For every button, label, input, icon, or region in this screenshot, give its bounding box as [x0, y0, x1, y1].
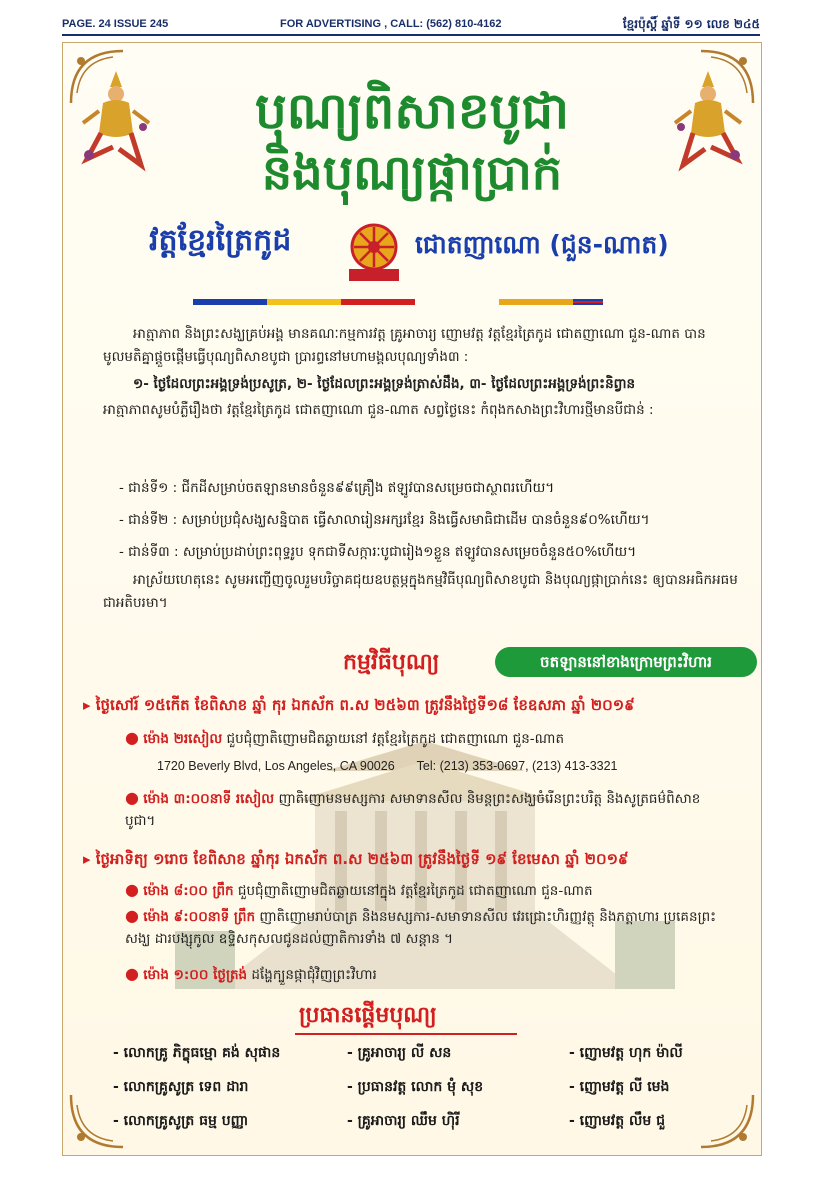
program-day-1: ▸ ថ្ងៃសៅរ៍ ១៥កើត ខែពិសាខ ឆ្នាំ កុរ ឯកស័ក ព.ស ២៥៦៣ ត្រូវនឹងថ្ងៃទី១៨ ខែឧសភា ឆ្នាំ ២០១៩	[83, 696, 635, 714]
intro-paragraph-1: អាត្មាភាព និងព្រះសង្ឃគ្រប់អង្គ មានគណៈកម្មការវត្ត គ្រូអាចារ្យ ញោមវត្ត វត្តខ្មែរត្រៃកូដ ជោតញាណោ ជួន-ណាត បានមូលមតិគ្នាផ្ដួចផ្ដើមធ្វើបុណ្យពិសាខបូជា ប្រារព្ធនៅមហាមង្គលបុណ្យទាំង៣ :	[103, 326, 706, 365]
flag-stripe-red	[341, 299, 415, 305]
floor-item: - ជាន់ទី២ : សម្រាប់ប្រជុំសង្ឃសន្និបាត ធ្វើសាលារៀនអក្សរខ្មែរ និងធ្វើសមាធិជាដើម បានចំនួន៩០%ហើយ។	[119, 512, 650, 528]
day1-text: ថ្ងៃសៅរ៍ ១៥កើត ខែពិសាខ ឆ្នាំ កុរ ឯកស័ក ព.ស ២៥៦៣ ត្រូវនឹងថ្ងៃទី១៨ ខែឧសភា ឆ្នាំ ២០១៩	[95, 696, 635, 714]
poster	[62, 42, 762, 1156]
floor-item: - ជាន់ទី៣ : សម្រាប់ប្រដាប់ព្រះពុទ្ធរូប ទុកជាទីសក្ការៈបូជារៀង១ខ្លួន ឥឡូវបានសម្រេចចំនួន៥០%ហើយ។	[119, 544, 637, 560]
flag-stripe-mixed	[573, 299, 603, 305]
sponsor-name: - លោកគ្រូសូត្រ ទេព ដារា	[113, 1079, 249, 1095]
sponsor-name: - លោកគ្រូ ភិក្ខុធម្មោ គង់ សុផាន	[113, 1045, 281, 1061]
item-text: ជួបជុំញាតិញោមជិតឆ្ងាយនៅក្នុង វត្តខ្មែរត្រៃកូដ ជោតញាណោ ជួន-ណាត	[237, 883, 593, 899]
item-time: ម៉ោង ៨:០០ ព្រឹក	[143, 883, 234, 899]
sponsor-name: - ប្រធានវត្ត លោក មុំ សុខ	[347, 1079, 484, 1095]
program-day-2: ▸ ថ្ងៃអាទិត្យ ១រោច ខែពិសាខ ឆ្នាំកុរ ឯកស័ក ព.ស ២៥៦៣ ត្រូវនឹងថ្ងៃទី ១៩ ខែមេសា ឆ្នាំ ២០១៩	[83, 850, 629, 868]
advertising-line: FOR ADVERTISING , CALL: (562) 810-4162	[280, 18, 502, 30]
program-item: ● ម៉ោង ៨:០០ ព្រឹក ជួបជុំញាតិញោមជិតឆ្ងាយនៅក្នុង វត្តខ្មែរត្រៃកូដ ជោតញាណោ ជួន-ណាត	[125, 880, 593, 899]
address-line	[157, 759, 640, 773]
page-issue: PAGE. 24 ISSUE 245	[62, 18, 169, 30]
program-item: ● ម៉ោង ១:០០ ថ្ងៃត្រង់ ដង្ហែក្បួនផ្កាជុំវិញព្រះវិហារ	[125, 964, 377, 983]
dharma-wheel-emblem-icon	[343, 219, 405, 283]
sponsor-name: - គ្រូអាចារ្យ ឈឹម ហ៊ិរី	[347, 1113, 460, 1129]
sponsors-title: ប្រធានផ្តើមបុណ្យ	[299, 1003, 437, 1028]
item-text: ជួបជុំញាតិញោមជិតឆ្ងាយនៅ វត្តខ្មែរត្រៃកូដ ជោតញាណោ ជួន-ណាត	[226, 731, 565, 747]
sponsor-name: - ញោមវត្ត ហុក ម៉ាលី	[569, 1045, 683, 1061]
program-item: ● ម៉ោង ៣:០០នាទី រសៀល ញាតិញោមនមស្សការ សមាទានសីល និមន្តព្រះសង្ឃចំរើនព្រះបរិត្ត និងសូត្រធម៌ពិសាខបូជា។	[125, 788, 701, 829]
item-text: ដង្ហែក្បួនផ្កាជុំវិញព្រះវិហារ	[251, 967, 377, 983]
corner-ornament-icon	[697, 1091, 757, 1151]
intro-paragraph-3: អាត្មាភាពសូមបំភ្លឺរឿងថា វត្តខ្មែរត្រៃកូដ ជោតញាណោ ជួន-ណាត សព្វថ្ងៃនេះ កំពុងកសាងព្រះវិហារថ្មីមានបីជាន់ :	[103, 402, 654, 418]
item-text: ញាតិញោមរាប់បាត្រ និងនមស្សការ-សមាទានសីល វេរជ្រោះហិរញ្ញវត្ថុ និងភត្តាហារ ប្រគេនព្រះសង្ឃ ដារបង្សុកូល ឧទ្ទិសកុសលជូនដល់ញាតិការទាំង ៧ សន្តាន ។	[125, 909, 717, 947]
sponsor-name: - ញោមវត្ត លឹម ជួ	[569, 1113, 665, 1129]
sponsor-name: - គ្រូអាចារ្យ លី សន	[347, 1045, 452, 1061]
wat-name: វត្តខ្មែរត្រៃកូដ	[149, 223, 292, 258]
flag-stripe-orange	[499, 299, 573, 305]
telephone: Tel: (213) 353-0697, (213) 413-3321	[416, 759, 618, 773]
program-title: កម្មវិធីបុណ្យ	[343, 650, 440, 675]
program-item: ● ម៉ោង ២រសៀល ជួបជុំញាតិញោមជិតឆ្ងាយនៅ វត្តខ្មែរត្រៃកូដ ជោតញាណោ ជួន-ណាត	[125, 728, 565, 747]
header-divider	[62, 34, 760, 36]
sponsors-underline	[295, 1033, 517, 1035]
parking-pill: ចតឡាននៅខាងក្រោមព្រះវិហារ	[495, 647, 757, 677]
wat-suffix: ជោតញាណោ (ជួន-ណាត)	[415, 230, 669, 259]
address: 1720 Beverly Blvd, Los Angeles, CA 90026	[157, 759, 395, 773]
sponsor-name: - លោកគ្រូសូត្រ ធម្ម បញ្ញា	[113, 1113, 249, 1129]
intro-paragraph-2: ១- ថ្ងៃដែលព្រះអង្គទ្រង់ប្រសូត្រ, ២- ថ្ងៃដែលព្រះអង្គទ្រង់ត្រាស់ដឹង, ៣- ថ្ងៃដែលព្រះអង្គទ្រង់ព្រះនិព្វាន	[133, 376, 636, 392]
khmer-issue: ខ្មែរប៉ុស្ដិ៍ ឆ្នាំទី ១១ លេខ ២៤៥	[622, 17, 760, 31]
item-text: ញាតិញោមនមស្សការ សមាទានសីល និមន្តព្រះសង្ឃចំរើនព្រះបរិត្ត និងសូត្រធម៌ពិសាខបូជា។	[125, 791, 701, 829]
page-header	[62, 14, 760, 34]
item-time: ម៉ោង ២រសៀល	[143, 731, 223, 747]
flag-stripe-blue	[193, 299, 267, 305]
poster-title-line2: និងបុណ្យផ្កាប្រាក់	[261, 145, 563, 201]
poster-title-line1: បុណ្យពិសាខបូជា	[255, 82, 569, 140]
item-time: ម៉ោង ៣:០០នាទី រសៀល	[143, 791, 275, 807]
closing-paragraph: អាស្រ័យហេតុនេះ សូមអញ្ជើញចូលរួមបរិច្ចាគជុយឧបត្ថម្ភក្នុងកម្មវិធីបុណ្យពិសាខបូជា និងបុណ្យផ្កាប្រាក់នេះ ឲ្យបានអធិកអធម ជាអតិបរមា។	[103, 572, 738, 611]
floor-item: - ជាន់ទី១ : ជីកដីសម្រាប់ចតឡានមានចំនួន៩៩គ្រឿង ឥឡូវបានសម្រេចជាស្ថាពរហើយ។	[119, 480, 555, 496]
program-item: ● ម៉ោង ៩:០០នាទី ព្រឹក ញាតិញោមរាប់បាត្រ និងនមស្សការ-សមាទានសីល វេរជ្រោះហិរញ្ញវត្ថុ និងភត្តាហារ ប្រគេនព្រះសង្ឃ ដារបង្សុកូល ឧទ្ទិសកុសលជូនដល់ញាតិការទាំង ៧ សន្តាន ។	[125, 906, 717, 947]
sponsor-name: - ញោមវត្ត លី មេង	[569, 1079, 670, 1095]
flag-stripe-yellow	[267, 299, 341, 305]
item-time: ម៉ោង ៩:០០នាទី ព្រឹក	[143, 909, 256, 925]
day2-text: ថ្ងៃអាទិត្យ ១រោច ខែពិសាខ ឆ្នាំកុរ ឯកស័ក ព.ស ២៥៦៣ ត្រូវនឹងថ្ងៃទី ១៩ ខែមេសា ឆ្នាំ ២០១៩	[95, 850, 629, 868]
item-time: ម៉ោង ១:០០ ថ្ងៃត្រង់	[143, 967, 248, 983]
